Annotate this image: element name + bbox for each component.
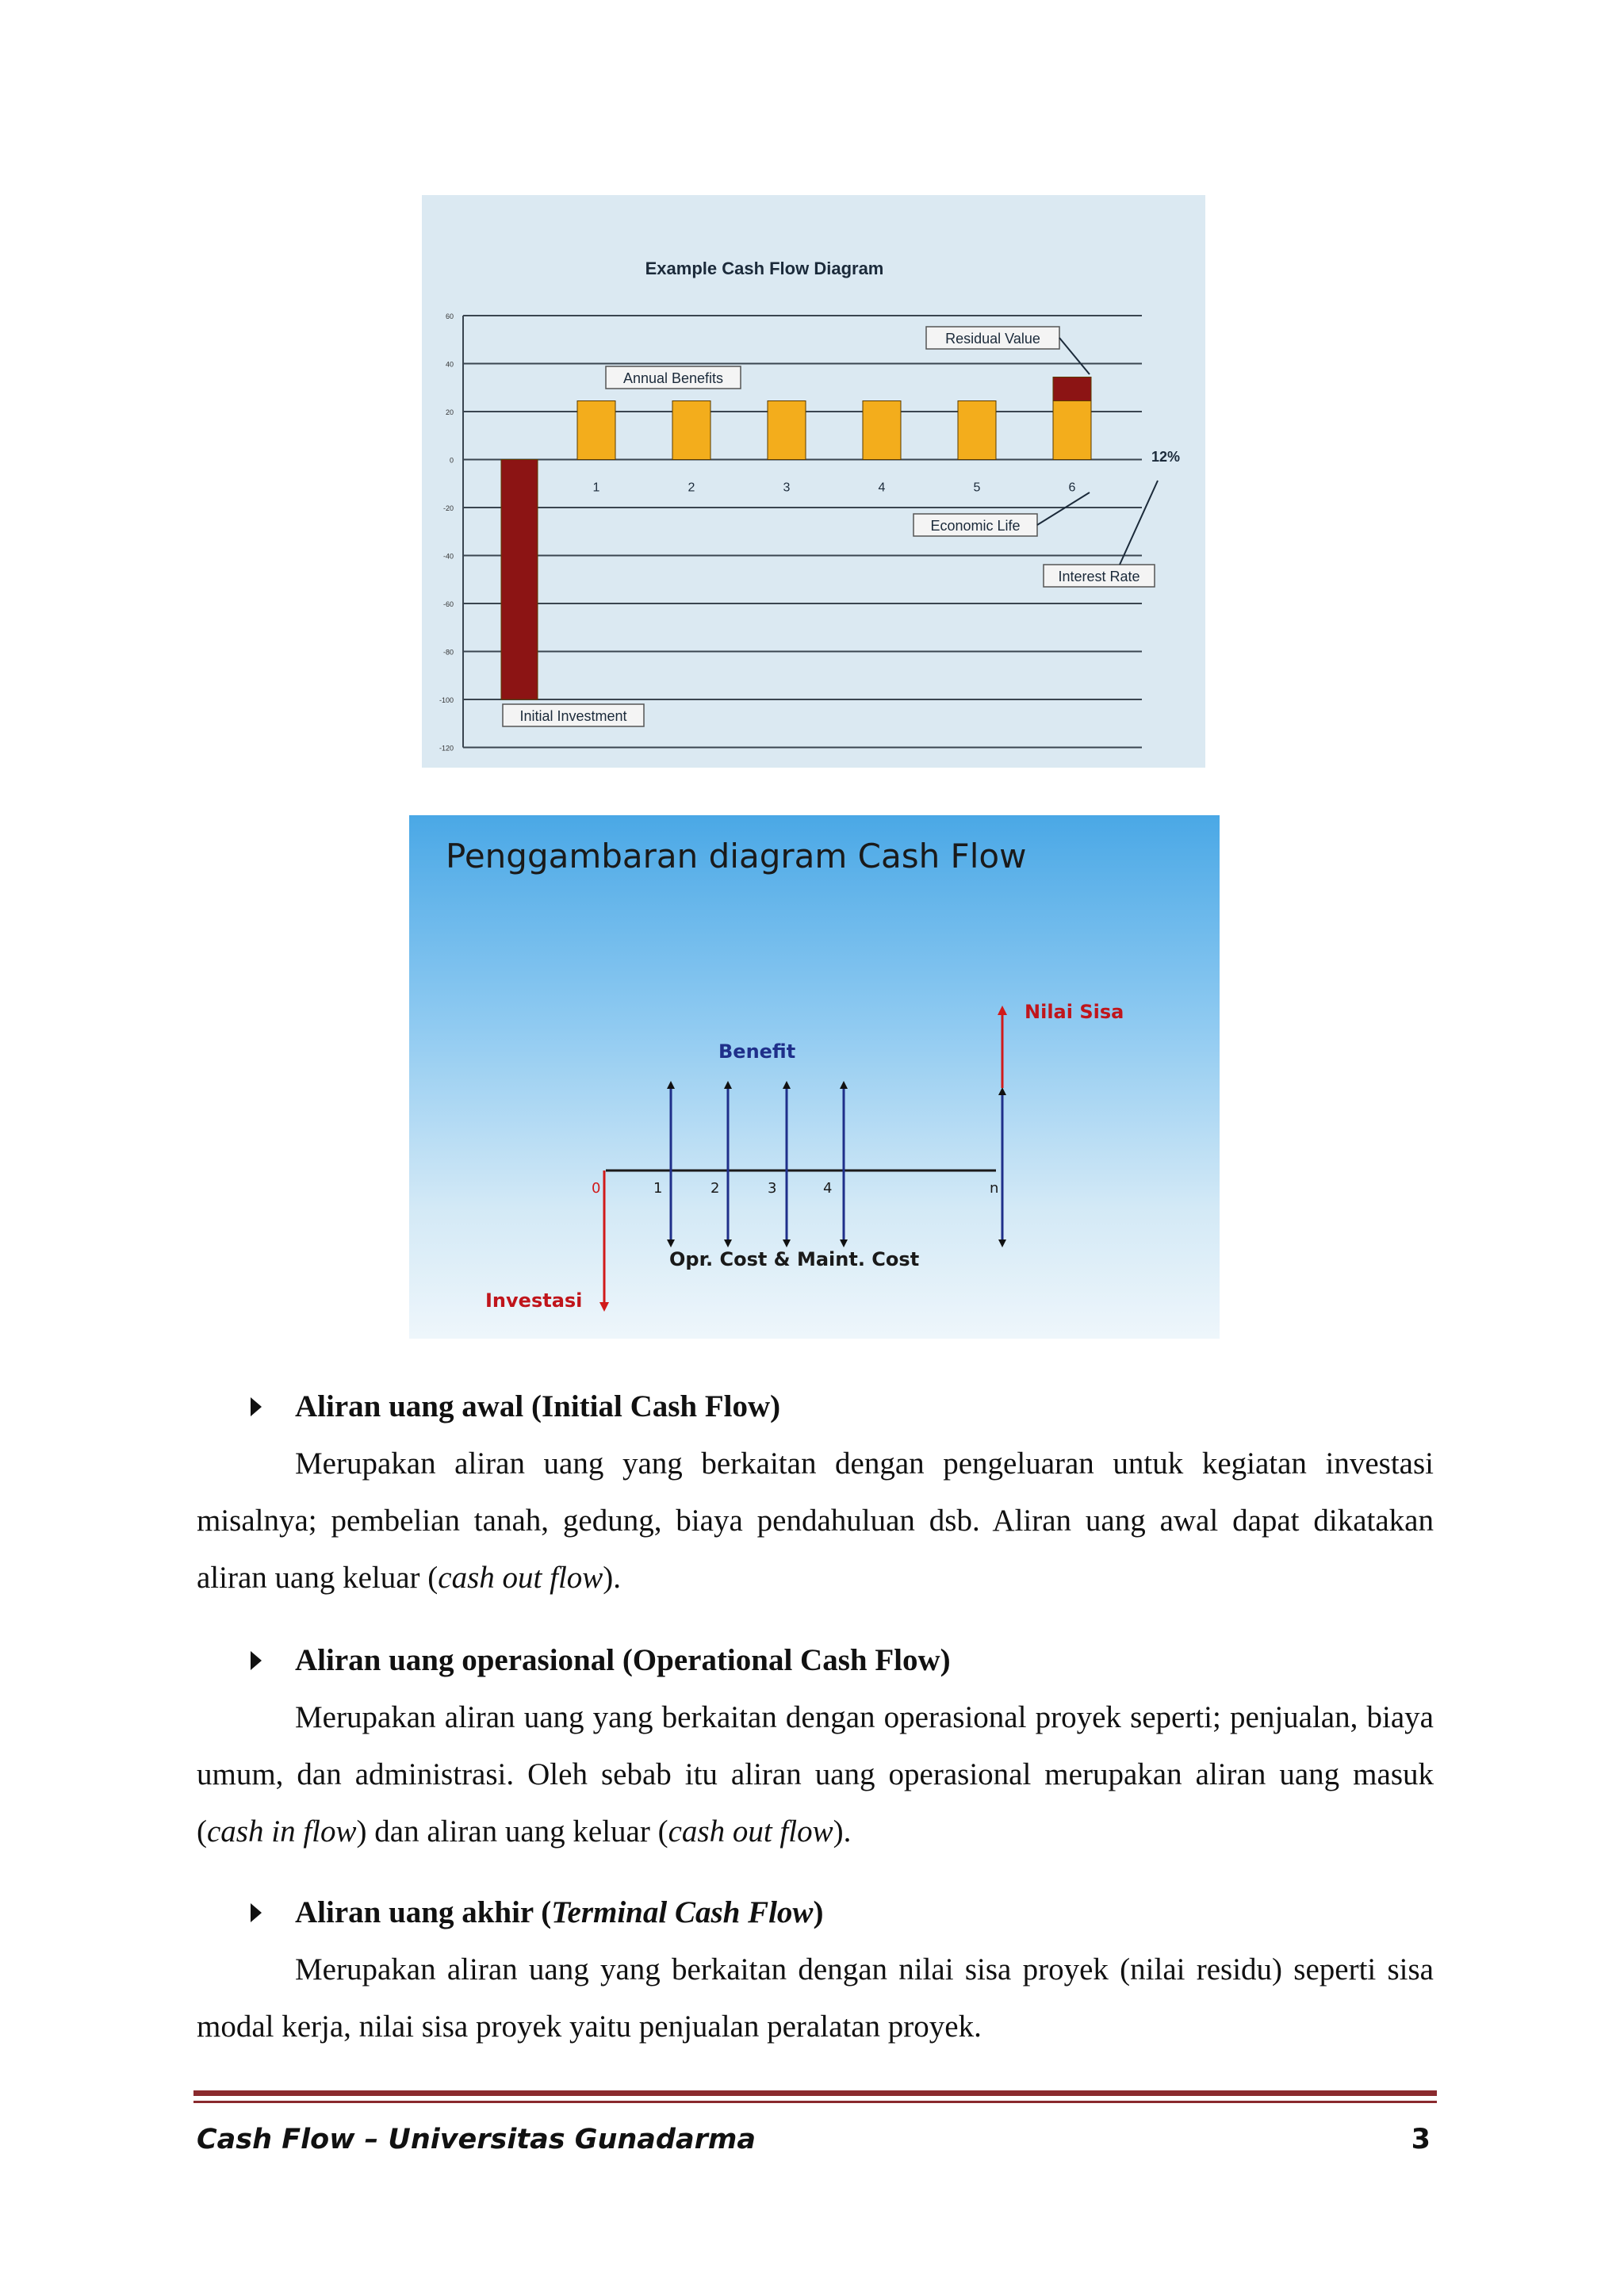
- fig1-y-tick-labels: [439, 312, 454, 753]
- benefit-arrows: [671, 1085, 1002, 1170]
- rate-label: 12%: [1151, 449, 1181, 465]
- bullet-triangle-icon: [251, 1651, 262, 1670]
- footer-rule-thin: [193, 2101, 1437, 2103]
- tick-2: 2: [710, 1180, 720, 1197]
- page-footer: [197, 2124, 1431, 2155]
- interest-rate-label: Interest Rate: [1058, 569, 1140, 584]
- initial-investment-bar: [501, 460, 538, 700]
- fig1-x-tick-labels: [593, 481, 1076, 495]
- tick-n: n: [990, 1180, 999, 1197]
- y-tick-label: -20: [442, 504, 454, 512]
- x-tick-label: 6: [1068, 481, 1076, 495]
- annual-benefit-bar: [1053, 401, 1091, 460]
- y-tick-label: 20: [445, 408, 454, 416]
- figure-penggambaran-cash-flow: [409, 815, 1220, 1339]
- initial-investment-label: Initial Investment: [519, 708, 627, 724]
- figure-example-cash-flow: [422, 195, 1205, 768]
- fig1-gridlines: [463, 316, 1142, 748]
- tick-3: 3: [768, 1180, 777, 1197]
- tick-1: 1: [653, 1180, 663, 1197]
- residual-value-bar: [1053, 377, 1091, 401]
- residual-value-label: Residual Value: [945, 331, 1040, 347]
- x-tick-label: 1: [592, 481, 600, 495]
- section-heading: Aliran uang awal (Initial Cash Flow): [197, 1378, 1434, 1435]
- example-cash-flow-svg: [422, 195, 1205, 768]
- annual-benefit-bar: [863, 401, 901, 460]
- nilai-sisa-label: Nilai Sisa: [1025, 1001, 1124, 1023]
- footer-title: Cash Flow – Universitas Gunadarma: [197, 2124, 756, 2155]
- bullet-triangle-icon: [251, 1397, 262, 1416]
- annual-benefits-label: Annual Benefits: [622, 370, 724, 386]
- page-number: 3: [1411, 2124, 1431, 2155]
- section-paragraph: Merupakan aliran uang yang berkaitan dengan pengeluaran untuk kegiatan investasi misalnya; pembelian tanah, gedung, biaya pendahuluan dsb. Aliran uang awal dapat dikatakan aliran uang keluar (cash out flow).: [197, 1446, 1434, 1595]
- section-paragraph: Merupakan aliran uang yang berkaitan dengan operasional proyek seperti; penjualan, biaya umum, dan administrasi. Oleh sebab itu aliran uang operasional merupakan aliran uang masuk (cash in flow) dan aliran uang keluar (cash out flow).: [197, 1700, 1434, 1849]
- annual-benefit-bar: [958, 401, 996, 460]
- economic-life-label: Economic Life: [930, 518, 1021, 534]
- section-paragraph: Merupakan aliran uang yang berkaitan dengan nilai sisa proyek (nilai residu) seperti sisa modal kerja, nilai sisa proyek yaitu penjualan peralatan proyek.: [197, 1952, 1434, 2044]
- x-tick-label: 2: [688, 481, 695, 495]
- penggambaran-cash-flow-svg: [409, 815, 1220, 1339]
- section-operational-cash-flow: [197, 1632, 1434, 1860]
- y-tick-label: 60: [445, 312, 454, 320]
- section-heading: Aliran uang akhir (Terminal Cash Flow): [197, 1884, 1434, 1941]
- annual-benefit-bar: [672, 401, 710, 460]
- footer-rule-thick: [193, 2090, 1437, 2096]
- section-initial-cash-flow: [197, 1378, 1434, 1607]
- y-tick-label: -60: [442, 600, 454, 608]
- y-tick-label: 40: [445, 360, 454, 369]
- annual-benefit-bar: [577, 401, 615, 460]
- benefit-label: Benefit: [718, 1040, 796, 1063]
- annual-benefit-bar: [768, 401, 806, 460]
- x-tick-label: 4: [878, 481, 886, 495]
- investasi-label: Investasi: [485, 1289, 583, 1312]
- opr-cost-label: Opr. Cost & Maint. Cost: [669, 1248, 920, 1270]
- y-tick-label: -40: [442, 552, 454, 561]
- tick-4: 4: [823, 1180, 833, 1197]
- y-tick-label: 0: [449, 456, 454, 465]
- tick-0: 0: [592, 1180, 601, 1197]
- section-terminal-cash-flow: [197, 1884, 1434, 2056]
- bullet-triangle-icon: [251, 1903, 262, 1922]
- cost-arrows: [671, 1170, 1002, 1243]
- y-tick-label: -120: [439, 744, 454, 753]
- x-tick-label: 3: [783, 481, 791, 495]
- y-tick-label: -80: [442, 648, 454, 657]
- y-tick-label: -100: [439, 696, 454, 704]
- x-tick-label: 5: [973, 481, 981, 495]
- fig1-title: Example Cash Flow Diagram: [645, 259, 884, 278]
- fig2-title: Penggambaran diagram Cash Flow: [446, 837, 1027, 875]
- section-heading: Aliran uang operasional (Operational Cash Flow): [197, 1632, 1434, 1689]
